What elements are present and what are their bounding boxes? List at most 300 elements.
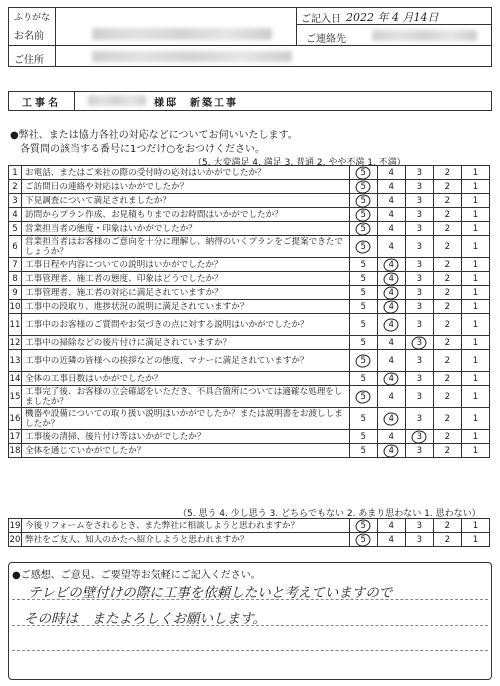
score-option-1[interactable] (461, 180, 489, 194)
score-option-1[interactable] (461, 166, 489, 180)
score-label: 5 (360, 181, 366, 192)
score-label: 4 (388, 319, 394, 330)
score-option-3[interactable] (405, 286, 433, 300)
score-label: 4 (388, 167, 394, 178)
score-label: 5 (360, 337, 366, 348)
comment-line2: その時は またよろしくお願いします。 (24, 611, 266, 627)
question-number: 9 (9, 286, 22, 300)
question-text: 全体を通じていかがでしたか？ (22, 444, 350, 458)
comment-rule-2 (12, 625, 488, 626)
score-option-1[interactable] (461, 236, 489, 258)
score-label: 2 (444, 337, 451, 348)
question-text: 工事完了後、お客様の立会確認をいただき、不具合箇所については適確な処理をしましたか？ (22, 386, 350, 408)
question-number: 11 (9, 314, 22, 336)
score-label: 5 (360, 520, 366, 531)
score-option-2[interactable] (433, 350, 461, 372)
score-label: 2 (444, 241, 451, 252)
question-number: 13 (9, 350, 22, 372)
question-row (9, 444, 490, 458)
name-label: お名前 (14, 31, 44, 42)
score-option-1[interactable] (461, 208, 489, 222)
score-option-3[interactable] (405, 166, 433, 180)
selected-circle-mark (355, 389, 372, 405)
question-number: 1 (9, 166, 22, 180)
header-divider-right (296, 7, 297, 45)
selected-circle-mark (383, 299, 400, 315)
score-label: 4 (388, 195, 394, 206)
score-label: 3 (416, 259, 423, 270)
project-box (8, 91, 492, 111)
score-label: 5 (360, 273, 366, 284)
score-label: 3 (416, 223, 423, 234)
project-label: 工事名 (22, 98, 61, 109)
score-option-1[interactable] (461, 286, 489, 300)
score-option-1[interactable] (461, 408, 489, 430)
score-option-3[interactable] (405, 272, 433, 286)
question-text: 今後リフォームをされるとき、また弊社に相談しようと思われますか？ (22, 519, 350, 533)
score-option-4[interactable] (377, 258, 405, 272)
question-number: 5 (9, 222, 22, 236)
question-text: 工事日程や内容についての説明はいかがでしたか？ (22, 258, 350, 272)
score-option-4[interactable] (377, 314, 405, 336)
score-option-3[interactable] (405, 300, 433, 314)
score-option-1[interactable] (461, 222, 489, 236)
score-option-3[interactable] (405, 180, 433, 194)
score-option-1[interactable] (461, 386, 489, 408)
score-label: 3 (416, 319, 423, 330)
score-option-1[interactable] (461, 272, 489, 286)
score-label: 2 (444, 319, 451, 330)
score-option-4[interactable] (377, 430, 405, 444)
question-number: 15 (9, 386, 22, 408)
score-option-4[interactable] (377, 236, 405, 258)
selected-circle-mark (355, 221, 372, 237)
selected-circle-mark (383, 271, 400, 287)
score-option-5[interactable] (349, 408, 377, 430)
score-label: 2 (444, 273, 451, 284)
selected-circle-mark (355, 207, 372, 223)
question-number: 3 (9, 194, 22, 208)
score-option-3[interactable] (405, 258, 433, 272)
score-label: 3 (416, 355, 423, 366)
score-option-5[interactable] (349, 336, 377, 350)
score-option-1[interactable] (461, 300, 489, 314)
selected-circle-mark (355, 179, 372, 195)
question-number: 7 (9, 258, 22, 272)
score-label: 2 (444, 355, 451, 366)
score-label: 5 (360, 209, 366, 220)
score-option-4[interactable] (377, 222, 405, 236)
score-option-3[interactable] (405, 222, 433, 236)
score-label: 1 (472, 273, 479, 284)
score-option-4[interactable] (377, 272, 405, 286)
score-label: 3 (416, 534, 423, 545)
question-row (9, 258, 490, 272)
score-option-1[interactable] (461, 372, 489, 386)
score-label: 4 (388, 445, 394, 456)
score-option-5[interactable] (349, 372, 377, 386)
score-label: 4 (388, 259, 394, 270)
score-option-2[interactable] (433, 222, 461, 236)
score-option-5[interactable] (349, 430, 377, 444)
score-option-3[interactable] (405, 314, 433, 336)
score-option-2[interactable] (433, 208, 461, 222)
score-label: 4 (388, 301, 394, 312)
score-option-2[interactable] (433, 300, 461, 314)
score-label: 5 (360, 319, 366, 330)
score-label: 3 (416, 181, 423, 192)
question-row (9, 314, 490, 336)
score-label: 1 (472, 391, 479, 402)
redacted-address (92, 51, 292, 62)
score-label: 4 (388, 413, 394, 424)
score-option-4[interactable] (377, 194, 405, 208)
question-row (9, 408, 490, 430)
score-label: 1 (472, 287, 479, 298)
score-label: 1 (472, 445, 479, 456)
selected-circle-mark (355, 532, 372, 548)
score-label: 4 (388, 241, 394, 252)
score-label: 5 (360, 391, 366, 402)
score-option-4[interactable] (377, 533, 405, 547)
score-option-1[interactable] (461, 336, 489, 350)
survey-table-intent (8, 518, 490, 547)
score-label: 2 (444, 195, 451, 206)
question-text: ご訪問日の連絡や対応はいかがでしたか？ (22, 180, 350, 194)
score-option-2[interactable] (433, 533, 461, 547)
score-label: 3 (416, 301, 423, 312)
score-label: 3 (416, 209, 423, 220)
selected-circle-mark (383, 257, 400, 273)
score-option-1[interactable] (461, 430, 489, 444)
score-option-4[interactable] (377, 336, 405, 350)
score-label: 4 (388, 391, 394, 402)
question-text: お電話、またはご来社の際の受付時の応対はいかがでしたか？ (22, 166, 350, 180)
score-label: 4 (388, 223, 394, 234)
question-row (9, 430, 490, 444)
score-option-5[interactable] (349, 208, 377, 222)
score-label: 5 (360, 241, 366, 252)
score-label: 1 (472, 431, 479, 442)
score-option-2[interactable] (433, 180, 461, 194)
score-option-3[interactable] (405, 408, 433, 430)
score-option-5[interactable] (349, 194, 377, 208)
score-option-1[interactable] (461, 350, 489, 372)
header-divider-vertical (55, 7, 56, 66)
question-row (9, 208, 490, 222)
score-label: 2 (444, 287, 451, 298)
selected-circle-mark (383, 317, 400, 333)
score-label: 1 (472, 209, 479, 220)
score-option-2[interactable] (433, 236, 461, 258)
score-option-2[interactable] (433, 258, 461, 272)
score-label: 3 (416, 337, 423, 348)
score-label: 2 (444, 520, 451, 531)
score-option-2[interactable] (433, 372, 461, 386)
score-option-4[interactable] (377, 180, 405, 194)
score-label: 5 (360, 373, 366, 384)
score-label: 2 (444, 181, 451, 192)
question-row (9, 166, 490, 180)
project-title: 様邸 新築工事 (154, 98, 238, 109)
intro-line2: 各質問の該当する番号に1つだけ○をおつけください。 (20, 144, 265, 155)
score-option-5[interactable] (349, 519, 377, 533)
selected-circle-mark (383, 411, 400, 427)
score-label: 5 (360, 259, 366, 270)
score-label: 1 (472, 319, 479, 330)
score-label: 3 (416, 373, 423, 384)
score-option-5[interactable] (349, 180, 377, 194)
question-text: 工事後の清掃、後片付け等はいかがでしたか？ (22, 430, 350, 444)
score-label: 5 (360, 195, 366, 206)
score-option-4[interactable] (377, 386, 405, 408)
question-number: 18 (9, 445, 21, 456)
question-text: 工事管理者、施工者の態度、印象はどうでしたか？ (22, 272, 350, 286)
score-option-3[interactable] (405, 236, 433, 258)
selected-circle-mark (411, 429, 428, 445)
question-text: 工事中の段取り、進捗状況の説明に満足されていますか？ (22, 300, 350, 314)
score-label: 2 (444, 534, 451, 545)
score-option-4[interactable] (377, 286, 405, 300)
question-row (9, 519, 490, 533)
score-label: 3 (416, 287, 423, 298)
question-row (9, 236, 490, 258)
date-label: ご記入日 (301, 14, 341, 25)
score-option-1[interactable] (461, 194, 489, 208)
score-option-5[interactable] (349, 300, 377, 314)
score-option-5[interactable] (349, 166, 377, 180)
score-option-1[interactable] (461, 258, 489, 272)
score-label: 5 (360, 223, 366, 234)
score-option-3[interactable] (405, 208, 433, 222)
question-text: 工事中のお客様のご質問やお気づきの点に対する説明はいかがでしたか？ (22, 314, 350, 336)
score-label: 1 (472, 301, 479, 312)
furigana-label: ふりがな (14, 13, 51, 23)
selected-circle-mark (411, 335, 428, 351)
score-option-5[interactable] (349, 286, 377, 300)
selected-circle-mark (383, 443, 400, 459)
score-option-2[interactable] (433, 272, 461, 286)
question-text: 営業担当者の態度・印象はいかがでしたか？ (22, 222, 350, 236)
question-row (9, 533, 490, 547)
score-label: 2 (444, 259, 451, 270)
score-label: 4 (388, 287, 394, 298)
question-number: 2 (9, 180, 22, 194)
score-option-3[interactable] (405, 430, 433, 444)
score-label: 1 (472, 195, 479, 206)
question-row (9, 194, 490, 208)
question-text: 全体の工事日数はいかがでしたか？ (22, 372, 350, 386)
question-number: 6 (9, 236, 22, 258)
score-option-2[interactable] (433, 430, 461, 444)
selected-circle-mark (355, 239, 372, 255)
project-divider (74, 91, 75, 110)
score-label: 4 (388, 534, 394, 545)
comment-rule-1 (12, 599, 488, 600)
question-row (9, 180, 490, 194)
score-label: 4 (388, 431, 394, 442)
score-option-2[interactable] (433, 408, 461, 430)
score-label: 4 (388, 337, 394, 348)
score-option-5[interactable] (349, 444, 377, 458)
score-label: 3 (416, 391, 423, 402)
comments-prompt: ●ご感想、ご意見、ご要望等お気軽にご記入ください。 (12, 570, 261, 581)
score-option-1[interactable] (461, 533, 489, 547)
question-row (9, 336, 490, 350)
score-label: 5 (360, 431, 366, 442)
score-option-5[interactable] (349, 222, 377, 236)
scale-legend-b: （5. 思う 4. 少し思う 3. どちらでもない 2. あまり思わない 1. 思わない） (178, 509, 481, 519)
score-label: 1 (472, 167, 479, 178)
score-label: 5 (360, 301, 366, 312)
question-number: 4 (9, 208, 22, 222)
score-option-1[interactable] (461, 444, 489, 458)
score-label: 5 (360, 167, 366, 178)
score-label: 4 (388, 355, 394, 366)
score-label: 5 (360, 355, 366, 366)
score-label: 1 (472, 223, 479, 234)
score-label: 3 (416, 445, 423, 456)
selected-circle-mark (383, 285, 400, 301)
score-option-2[interactable] (433, 519, 461, 533)
score-label: 2 (444, 167, 451, 178)
score-label: 1 (472, 181, 479, 192)
score-option-3[interactable] (405, 519, 433, 533)
score-label: 3 (416, 413, 423, 424)
score-label: 2 (444, 413, 451, 424)
question-row (9, 222, 490, 236)
score-label: 1 (472, 413, 479, 424)
score-label: 5 (360, 413, 366, 424)
question-text: 工事中の掃除などの後片付けに満足されていますか？ (22, 336, 350, 350)
question-number: 17 (9, 431, 21, 442)
score-option-5[interactable] (349, 258, 377, 272)
scale-legend-a: （5. 大変満足 4. 満足 3. 普通 2. やや不満 1. 不満） (193, 158, 406, 168)
question-text: 訪問からプラン作成、お見積もりまでのお時間はいかがでしたか？ (22, 208, 350, 222)
score-option-4[interactable] (377, 300, 405, 314)
score-option-5[interactable] (349, 314, 377, 336)
redacted-contact (372, 30, 477, 41)
score-option-5[interactable] (349, 272, 377, 286)
score-label: 1 (472, 355, 479, 366)
score-label: 4 (388, 209, 394, 220)
question-number: 12 (9, 337, 21, 348)
score-label: 3 (416, 273, 423, 284)
question-text: 弊社をご友人、知人のかたへ紹介しようと思われますか？ (22, 533, 350, 547)
score-option-4[interactable] (377, 519, 405, 533)
score-option-3[interactable] (405, 533, 433, 547)
score-option-4[interactable] (377, 166, 405, 180)
score-option-2[interactable] (433, 314, 461, 336)
score-label: 4 (388, 520, 394, 531)
question-text: 機器や設備についての取り扱い説明はいかがでしたか？または説明書をお渡ししましたか？ (22, 408, 350, 430)
question-text: 下見調査について満足されましたか？ (22, 194, 350, 208)
score-label: 4 (388, 373, 394, 384)
score-option-3[interactable] (405, 372, 433, 386)
question-text: 工事中の近隣の皆様への挨拶などの態度、マナーに満足されていますか？ (22, 350, 350, 372)
score-label: 3 (416, 195, 423, 206)
score-option-4[interactable] (377, 350, 405, 372)
score-label: 5 (360, 287, 366, 298)
question-row (9, 386, 490, 408)
score-label: 3 (416, 167, 423, 178)
question-row (9, 350, 490, 372)
score-option-2[interactable] (433, 386, 461, 408)
question-row (9, 272, 490, 286)
score-option-2[interactable] (433, 166, 461, 180)
score-option-1[interactable] (461, 314, 489, 336)
question-number: 8 (9, 272, 22, 286)
survey-table-satisfaction (8, 165, 490, 458)
score-label: 1 (472, 337, 479, 348)
score-option-5[interactable] (349, 386, 377, 408)
score-label: 3 (416, 520, 423, 531)
comment-rule-3 (12, 650, 488, 651)
selected-circle-mark (355, 518, 372, 534)
score-option-4[interactable] (377, 408, 405, 430)
score-option-2[interactable] (433, 336, 461, 350)
score-option-3[interactable] (405, 336, 433, 350)
redacted-name (92, 28, 272, 40)
score-option-4[interactable] (377, 372, 405, 386)
question-number: 10 (9, 301, 21, 312)
score-option-5[interactable] (349, 236, 377, 258)
question-text: 工事管理者、施工者の対応に満足されていますか？ (22, 286, 350, 300)
score-label: 1 (472, 534, 479, 545)
question-text: 営業担当者はお客様のご意向を十分に理解し、納得のいくプランをご提案できたでしょうか？ (22, 236, 350, 258)
score-option-2[interactable] (433, 444, 461, 458)
score-label: 4 (388, 273, 394, 284)
selected-circle-mark (355, 353, 372, 369)
score-label: 3 (416, 431, 423, 442)
score-label: 1 (472, 520, 479, 531)
comment-line1: テレビの壁付けの際に工事を依頼したいと考えていますので (28, 585, 393, 601)
score-label: 1 (472, 373, 479, 384)
score-option-5[interactable] (349, 533, 377, 547)
score-option-4[interactable] (377, 208, 405, 222)
score-option-3[interactable] (405, 386, 433, 408)
date-value: 2022 年 4 月14日 (346, 11, 439, 24)
score-option-2[interactable] (433, 286, 461, 300)
question-number: 16 (9, 408, 22, 430)
score-label: 2 (444, 445, 451, 456)
score-option-3[interactable] (405, 444, 433, 458)
intro-line1: ●弊社、または協力各社の対応などについてお伺いいたします。 (10, 130, 298, 141)
score-label: 1 (472, 241, 479, 252)
score-option-4[interactable] (377, 444, 405, 458)
score-option-5[interactable] (349, 350, 377, 372)
score-option-2[interactable] (433, 194, 461, 208)
contact-label: ご連絡先 (306, 34, 346, 45)
score-option-1[interactable] (461, 519, 489, 533)
selected-circle-mark (383, 371, 400, 387)
question-number: 19 (9, 520, 21, 531)
score-label: 2 (444, 431, 451, 442)
score-label: 1 (472, 259, 479, 270)
header-divider-h1 (8, 45, 491, 46)
address-label: ご住所 (14, 55, 44, 66)
score-label: 4 (388, 181, 394, 192)
question-row (9, 372, 490, 386)
score-label: 2 (444, 373, 451, 384)
score-option-3[interactable] (405, 350, 433, 372)
question-number: 20 (9, 534, 21, 545)
score-label: 5 (360, 445, 366, 456)
question-number: 14 (9, 373, 21, 384)
score-label: 3 (416, 241, 423, 252)
question-row (9, 286, 490, 300)
score-option-3[interactable] (405, 194, 433, 208)
